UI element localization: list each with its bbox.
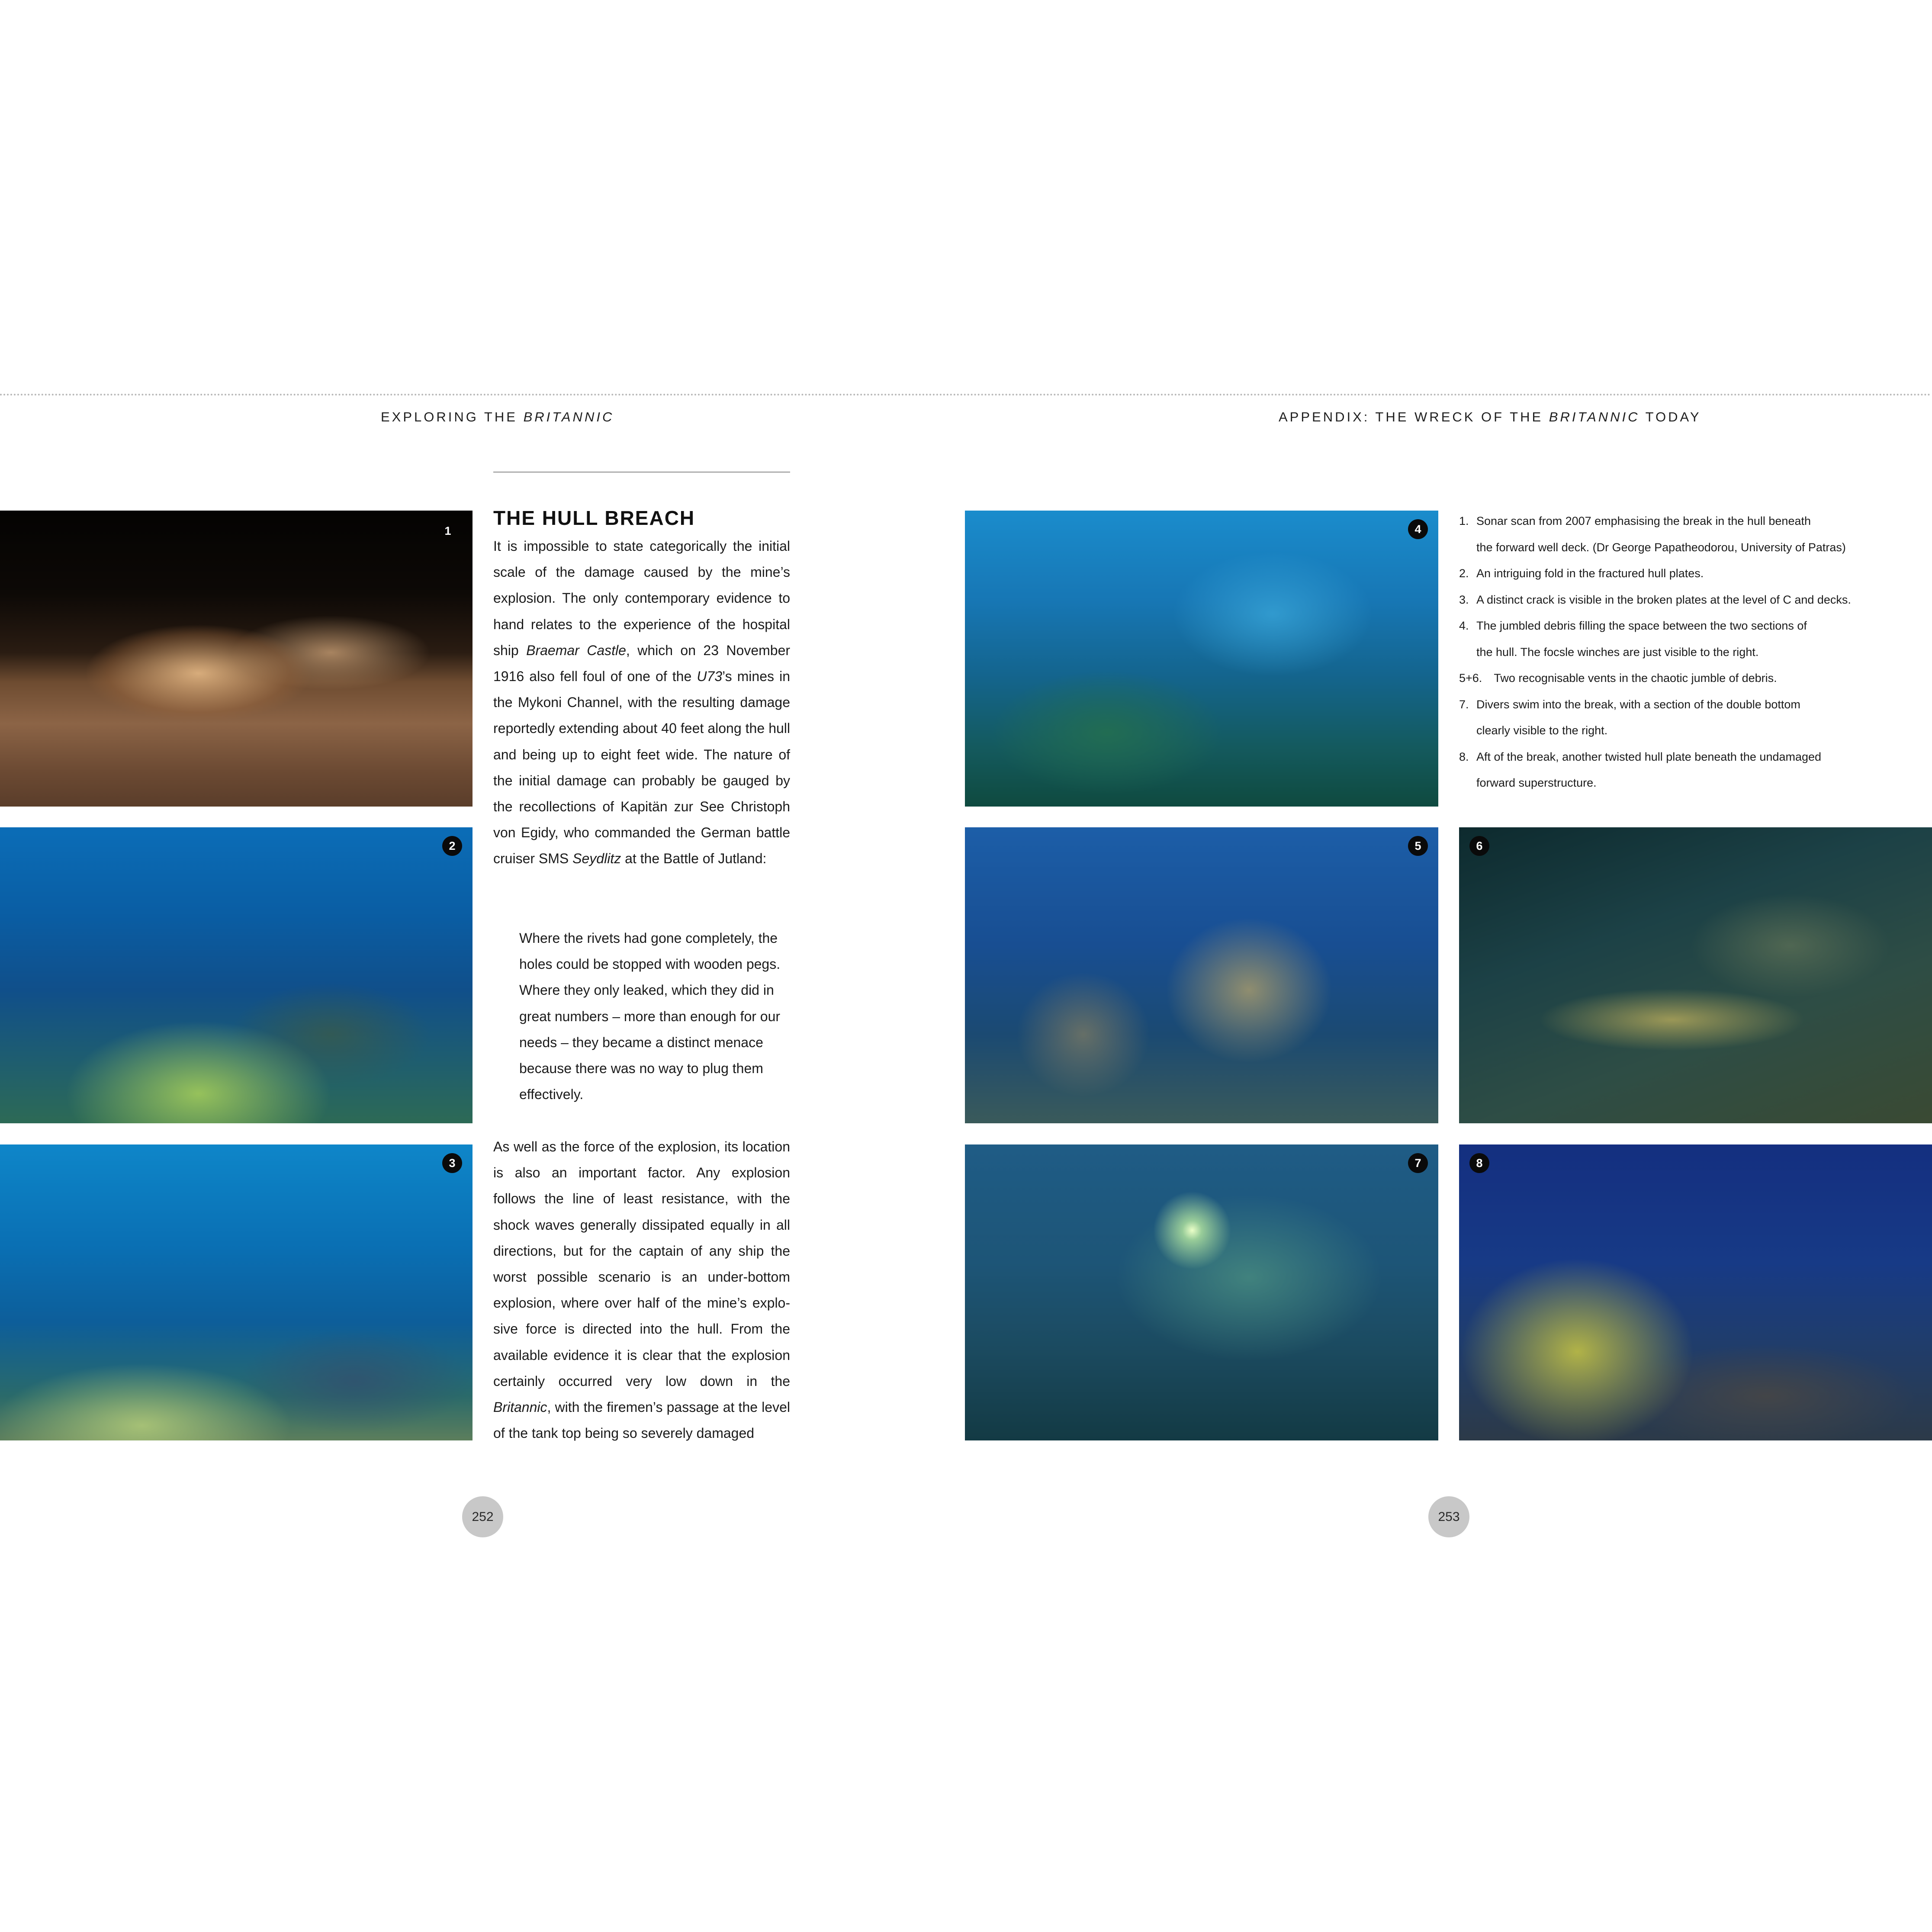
photo-vent-one (965, 827, 1438, 1123)
running-head-left (381, 409, 614, 425)
running-head-right (1279, 409, 1701, 425)
caption-item (1459, 587, 1932, 613)
page-number-right: 253 (1428, 1496, 1469, 1537)
text-run: It is impossible to state categorically the initial scale of the damage caused by the mine’s explosion. The only contemporary evidence to hand relates to the experience of the hospital ship (493, 538, 790, 658)
photo-sonar-scan (0, 511, 473, 807)
italic-run: Seydlitz (572, 851, 621, 867)
photo-number-badge: 6 (1469, 836, 1489, 856)
caption-text-line: The jumbled debris filling the space between the two sections of (1476, 619, 1807, 632)
body-paragraph-2 (493, 1134, 790, 1446)
caption-number: 1. (1459, 514, 1469, 527)
caption-number: 2. (1459, 567, 1469, 580)
caption-number: 8. (1459, 750, 1469, 763)
caption-text-line: the forward well deck. (Dr George Papatheodorou, University of Patras) (1476, 540, 1846, 554)
caption-number: 5+6. (1459, 672, 1482, 685)
photo-number-badge: 7 (1408, 1153, 1428, 1173)
caption-text-line: Divers swim into the break, with a section of the double bottom (1476, 698, 1800, 711)
italic-run: U73 (697, 669, 723, 685)
block-quote: Where the rivets had gone completely, the holes could be stopped with wooden pegs. Where they only leaked, which they did in great numbers – more than enough for our needs – they became a distinct menace because there was no way to plug them effectively. (519, 930, 781, 1103)
caption-text-line: A distinct crack is visible in the broken plates at the level of C and decks. (1476, 593, 1851, 606)
caption-item (1459, 560, 1932, 587)
photo-jumbled-debris (965, 511, 1438, 807)
running-head-right-text: APPENDIX: THE WRECK OF THE (1279, 409, 1549, 424)
section-heading: THE HULL BREACH (493, 507, 695, 529)
text-run: at the Battle of Jutland: (621, 851, 767, 867)
text-run: , with the firemen’s passage at the level of the tank top being so severely damaged (493, 1399, 790, 1441)
photo-number-badge: 3 (442, 1153, 462, 1173)
caption-item (1459, 744, 1932, 796)
running-head-right-suffix: TODAY (1639, 409, 1701, 424)
caption-list (1459, 508, 1932, 796)
photo-twisted-plate (1459, 1144, 1932, 1440)
photo-number-badge: 2 (442, 836, 462, 856)
body-paragraph-1 (493, 533, 790, 872)
caption-item (1459, 508, 1932, 560)
photo-number-badge: 5 (1408, 836, 1428, 856)
photo-number-badge: 8 (1469, 1153, 1489, 1173)
photo-number-badge: 1 (444, 524, 451, 537)
text-run: , which on 23 November 1916 also fell foul of one of the (493, 642, 791, 685)
header-dotted-rule (0, 394, 1932, 395)
caption-text-line: the hull. The focsle winches are just visible to the right. (1476, 645, 1759, 659)
photo-hull-fold (0, 827, 473, 1123)
caption-number: 3. (1459, 593, 1469, 606)
text-run: ’s mines in the Mykoni Channel, with the resulting damage reportedly extending about 40 feet along the hull and being up to eight feet wide. The nature of the initial damage can probably be gauged by the recollections of Kapitän zur See Christoph von Egidy, who commanded the German battle cruiser SMS (493, 669, 790, 867)
caption-item (1459, 613, 1932, 665)
caption-item (1459, 691, 1932, 744)
caption-number: 7. (1459, 698, 1469, 711)
section-rule (493, 472, 790, 473)
photo-crack-c-deck (0, 1144, 473, 1440)
caption-text-line: An intriguing fold in the fractured hull plates. (1476, 567, 1704, 580)
caption-text-line: Sonar scan from 2007 emphasising the break in the hull beneath (1476, 514, 1811, 527)
running-head-left-italic: BRITANNIC (523, 409, 614, 424)
photo-number-badge: 4 (1408, 519, 1428, 539)
caption-text-line: clearly visible to the right. (1476, 724, 1608, 737)
running-head-left-text: EXPLORING THE (381, 409, 524, 424)
caption-text-line: Aft of the break, another twisted hull plate beneath the undamaged (1476, 750, 1822, 763)
italic-run: Britannic (493, 1399, 547, 1415)
page-number-left: 252 (462, 1496, 503, 1537)
caption-text: Two recognisable vents in the chaotic jumble of debris. (1482, 672, 1777, 685)
caption-number: 4. (1459, 619, 1469, 632)
text-run: As well as the force of the explosion, its location is also an important factor. Any explosion follows the line of least resistance, with the shock waves generally dissipated equally in all directions, but for the captain of any ship the worst possible scenario is an under-bottom explosion, where over half of the mine’s explosive force is directed into the hull. From the available evidence it is clear that the explosion certainly occurred very low down in the (493, 1139, 790, 1389)
photo-divers-break (965, 1144, 1438, 1440)
caption-item (1459, 665, 1932, 691)
running-head-right-italic: BRITANNIC (1549, 409, 1640, 424)
photo-vent-two (1459, 827, 1932, 1123)
caption-text-line: forward superstructure. (1476, 776, 1597, 789)
italic-run: Braemar Castle (526, 642, 626, 658)
